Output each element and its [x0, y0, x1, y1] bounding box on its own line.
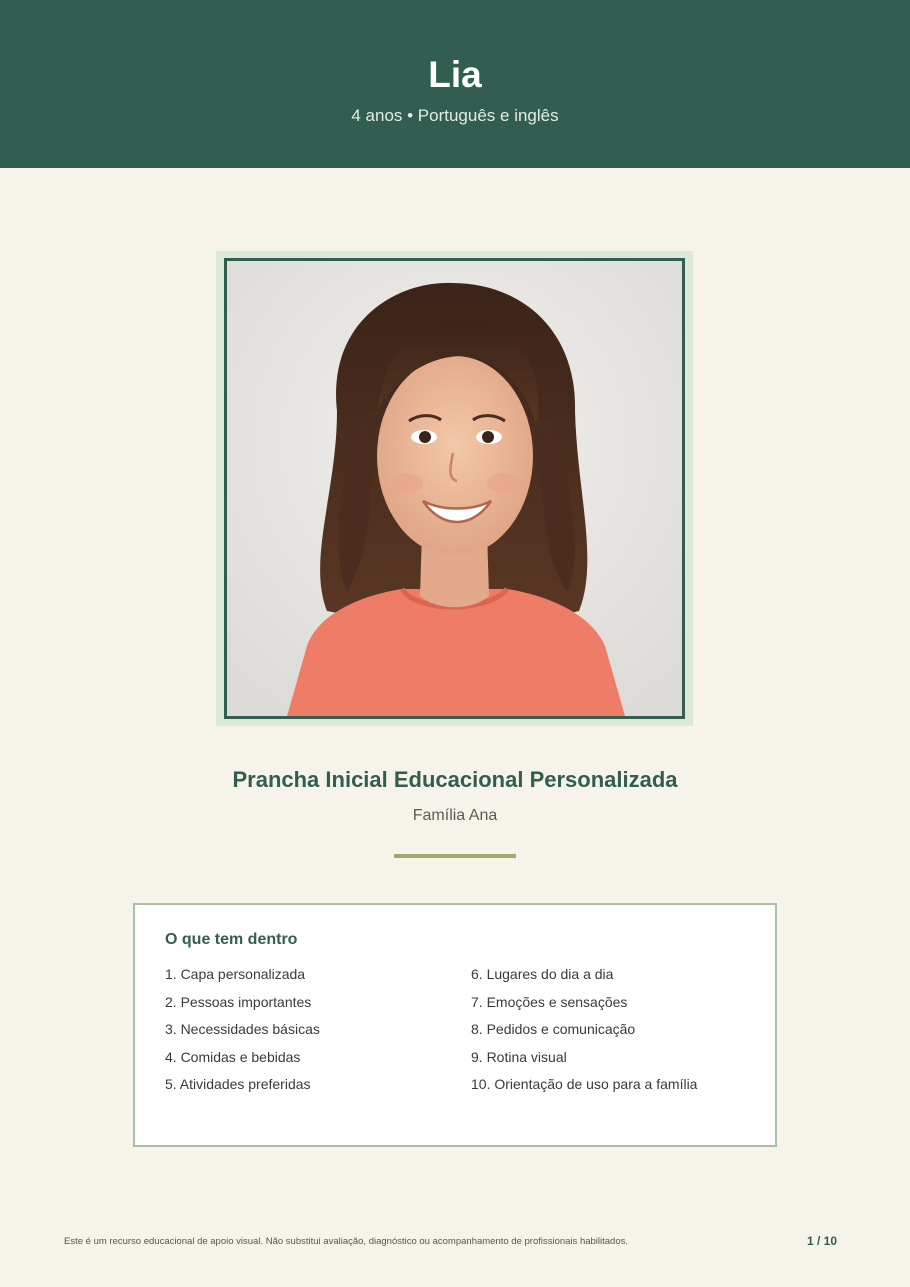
contents-list-left	[165, 963, 320, 1101]
list-item: 8. Pedidos e comunicação	[471, 1021, 636, 1037]
list-item: 7. Emoções e sensações	[471, 993, 628, 1010]
page-number: 1 / 10	[806, 1234, 837, 1248]
list-item: 1. Capa personalizada	[165, 966, 306, 982]
child-name: Lia	[428, 54, 482, 95]
list-item: 6. Lugares do dia a dia	[471, 966, 614, 982]
cover-title: Prancha Inicial Educacional Personalizada	[232, 767, 678, 792]
list-item: 5. Atividades preferidas	[165, 1076, 311, 1092]
child-details: 4 anos • Português e inglês	[351, 106, 559, 125]
family-name: Família Ana	[412, 807, 498, 824]
list-item: 2. Pessoas importantes	[165, 993, 312, 1010]
child-photo	[224, 258, 685, 719]
contents-list-right	[471, 963, 697, 1101]
header-banner	[0, 0, 910, 168]
list-item: 4. Comidas e bebidas	[165, 1048, 301, 1065]
footer-disclaimer: Este é um recurso educacional de apoio visual. Não substitui avaliação, diagnóstico ou acompanhamento de profissionais habilitados.	[64, 1236, 629, 1247]
title-divider	[394, 854, 516, 858]
list-item: 3. Necessidades básicas	[165, 1021, 320, 1037]
contents-heading: O que tem dentro	[165, 931, 298, 948]
contents-box	[133, 903, 777, 1147]
list-item: 10. Orientação de uso para a família	[471, 1076, 698, 1092]
list-item: 9. Rotina visual	[471, 1048, 567, 1065]
